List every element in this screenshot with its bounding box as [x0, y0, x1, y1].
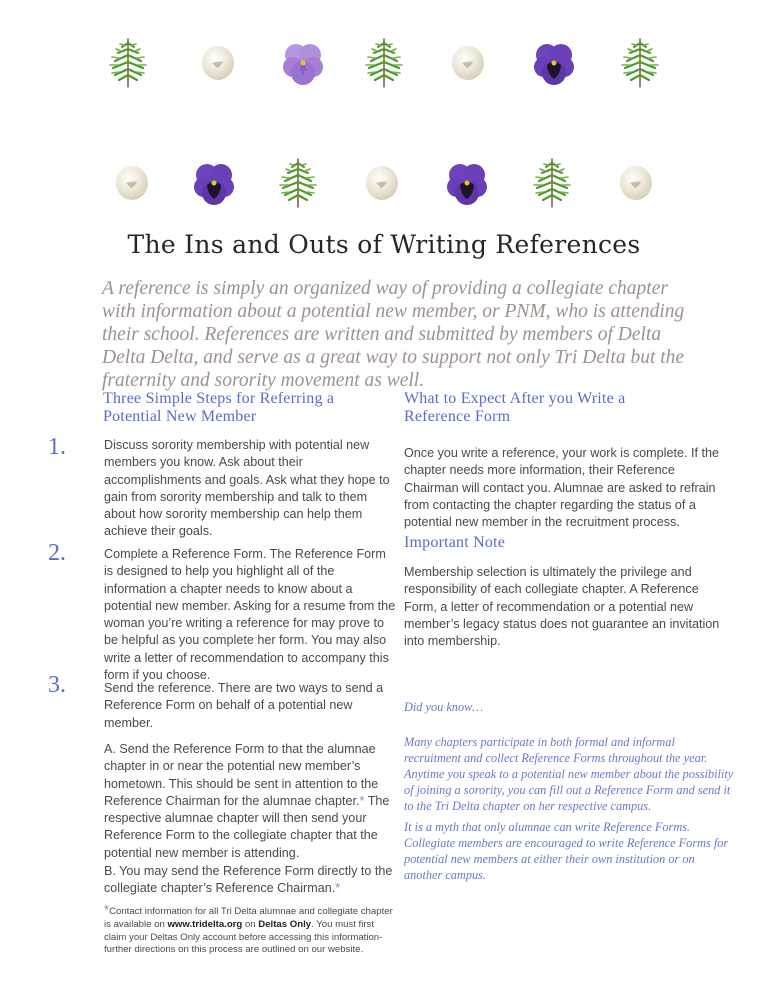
did-you-know-label: Did you know… — [404, 700, 484, 714]
pansy-flower-icon — [445, 155, 489, 211]
step-2-text: Complete a Reference Form. The Reference Form is designed to help you highlight all of the information a chapter needs to know about a potential new member. Asking for a resume from the woman you’re writing a reference for may prove to be helpful as you complete her form. You may also write a letter of recommendation to accompany this form if you choose. — [104, 547, 396, 683]
footnote — [104, 904, 394, 957]
did-you-know-paragraph-2: It is a myth that only alumnae can write Reference Forms. Collegiate members are encouraged to write Reference Forms for potential new members at either their own institution or on another campus. — [404, 820, 729, 882]
pine-tree-icon — [362, 35, 406, 91]
pine-tree-icon — [530, 155, 574, 211]
option-b-text — [104, 863, 394, 898]
pearl-icon — [614, 155, 658, 211]
option-a-after: The respective alumnae chapter will then send your Reference Form to the collegiate chapter that the potential new member is attending. — [104, 793, 390, 860]
important-note-paragraph: Membership selection is ultimately the privilege and responsibility of each collegiate chapter. A Reference Form, a letter of recommendation or a potential new member’s legacy status does not guarantee an invitation into membership. — [404, 565, 720, 649]
after-heading: What to Expect After you Write a Reference Form — [404, 390, 626, 425]
footnote-text: Contact information for all Tri Delta alumnae and collegiate chapter is available on — [104, 906, 393, 930]
step-number-1: 1. — [48, 434, 66, 460]
pearl-icon — [196, 35, 240, 91]
pearl-icon — [360, 155, 404, 211]
option-b-body: B. You may send the Reference Form directly to the collegiate chapter’s Reference Chairman. — [104, 864, 393, 896]
step-number-2: 2. — [48, 540, 66, 566]
step-1-text: Discuss sorority membership with potential new members you know. Ask about their accomplishments and goals. Ask what they hope to gain from sorority membership and talk to them about how sorority membership can help them achieve their goals. — [104, 438, 390, 539]
pine-tree-icon — [276, 155, 320, 211]
pine-tree-icon — [618, 35, 662, 91]
option-a-before: A. Send the Reference Form to that the alumnae chapter in or near the potential new member’s hometown. This should be sent in attention to the Reference Chairman for the alumnae chapter. — [104, 742, 379, 808]
pearl-icon — [446, 35, 490, 91]
asterisk-marker: * — [335, 881, 341, 896]
intro-paragraph: A reference is simply an organized way of providing a collegiate chapter with information about a potential new member, or PNM, who is attending their school. References are written and submitted by members of Delta Delta Delta, and serve as a great way to support not only Tri Delta but the fraternity and sorority movement as well. — [102, 278, 685, 391]
pine-tree-icon — [106, 35, 150, 91]
pansy-flower-icon — [281, 35, 325, 91]
asterisk-marker: * — [359, 793, 365, 808]
step-3-text: Send the reference. There are two ways to send a Reference Form on behalf of a potential new member. — [104, 681, 384, 730]
asterisk-marker: * — [104, 902, 110, 917]
footnote-text: . You must first claim your Deltas Only account before accessing this information-further directions on this process are outlined on our website. — [104, 918, 383, 956]
pearl-icon — [110, 155, 154, 211]
deltas-only-link[interactable]: Deltas Only — [258, 918, 312, 930]
steps-heading: Three Simple Steps for Referring a Potential New Member — [103, 390, 335, 425]
after-paragraph: Once you write a reference, your work is complete. If the chapter needs more information, their Reference Chairman will contact you. Alumnae are asked to refrain from contacting the chapter regarding the status of a potential new member in the recruitment process. — [404, 446, 719, 530]
step-number-3: 3. — [48, 672, 66, 698]
tridelta-link[interactable]: www.tridelta.org — [167, 918, 243, 930]
page-title: The Ins and Outs of Writing References — [127, 230, 641, 259]
important-note-heading: Important Note — [404, 534, 505, 551]
footnote-text: on — [242, 918, 259, 930]
pansy-flower-icon — [532, 35, 576, 91]
did-you-know-paragraph-1: Many chapters participate in both formal and informal recruitment and collect Reference Forms throughout the year. Anytime you speak to a potential new member about the possibility of joining a sorority, you can fill out a Reference Form and send it to the Tri Delta chapter on her respective campus. — [404, 735, 734, 813]
pansy-flower-icon — [192, 155, 236, 211]
option-a-text — [104, 741, 394, 862]
